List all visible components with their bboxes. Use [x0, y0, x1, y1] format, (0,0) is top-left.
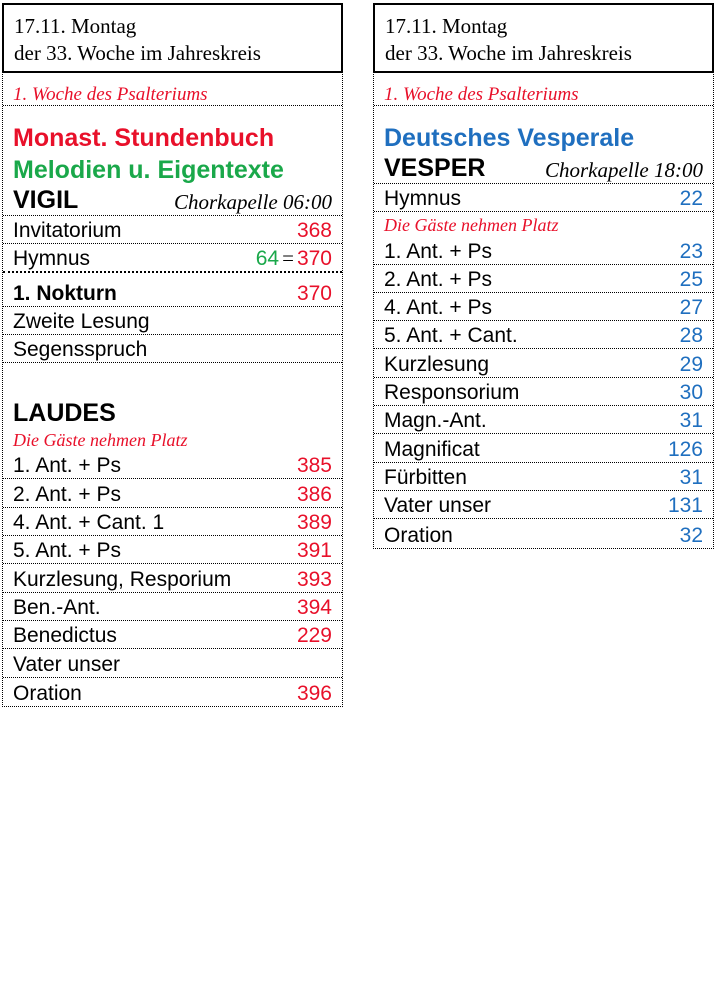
vigil-title: VIGIL [13, 186, 79, 214]
page-number: 131 [667, 494, 703, 518]
alt-page-number: 64 [255, 246, 280, 270]
page-number: 23 [679, 239, 703, 263]
page-number: 385 [296, 454, 332, 478]
list-item [3, 335, 342, 363]
item-label: Ben.-Ant. [13, 595, 101, 619]
item-label: Segensspruch [13, 338, 148, 362]
list-item [3, 508, 342, 536]
page-number: 394 [296, 595, 332, 619]
list-item [374, 236, 713, 264]
page-number: 389 [296, 511, 332, 535]
left-schedule-column [2, 4, 343, 707]
psalter-week: 1. Woche des Psalteriums [374, 73, 713, 106]
book-subtitle: Melodien u. Eigentexte [13, 156, 284, 184]
list-item [374, 406, 713, 434]
list-item [374, 519, 713, 547]
page-number: 229 [296, 624, 332, 648]
item-label: Benedictus [13, 624, 117, 648]
list-item [3, 678, 342, 706]
page-number: 32 [679, 523, 703, 547]
item-label: Vater unser [384, 494, 491, 518]
week-line: der 33. Woche im Jahreskreis [14, 41, 261, 65]
item-label: Vater unser [13, 652, 120, 676]
page-number: 28 [679, 324, 703, 348]
date-header [373, 3, 714, 73]
list-item [3, 307, 342, 335]
list-item [374, 463, 713, 491]
list-item [374, 184, 713, 212]
book-title: Deutsches Vesperale [384, 124, 635, 152]
page-number: 31 [679, 465, 703, 489]
list-item [374, 491, 713, 519]
item-label: Responsorium [384, 381, 520, 405]
item-label: Invitatorium [13, 219, 122, 243]
item-label: Kurzlesung, Resporium [13, 567, 232, 591]
item-label: 1. Nokturn [13, 281, 117, 305]
item-label: 2. Ant. + Ps [384, 267, 492, 291]
guests-note: Die Gäste nehmen Platz [384, 215, 559, 236]
equals-sign: = [282, 245, 294, 270]
date-header [2, 3, 343, 73]
item-label: Hymnus [384, 187, 462, 211]
page-number: 396 [296, 681, 332, 705]
list-item [3, 593, 342, 621]
vesper-header [374, 154, 713, 184]
list-item [374, 349, 713, 377]
item-label: Zweite Lesung [13, 309, 150, 333]
item-label: 1. Ant. + Ps [384, 239, 492, 263]
list-item [3, 536, 342, 564]
psalter-week: 1. Woche des Psalteriums [3, 73, 342, 106]
vigil-header [3, 186, 342, 216]
list-item [3, 621, 342, 649]
book-title: Monast. Stundenbuch [13, 124, 275, 152]
item-label: Kurzlesung [384, 352, 490, 376]
page-number: 126 [667, 437, 703, 461]
item-label: 4. Ant. + Cant. 1 [13, 511, 165, 535]
list-item [3, 451, 342, 479]
page-number: 29 [679, 352, 703, 376]
vesper-time: Chorkapelle 18:00 [544, 158, 703, 182]
item-label: 4. Ant. + Ps [384, 296, 492, 320]
page-number: 393 [296, 567, 332, 591]
page-number: 391 [296, 539, 332, 563]
date-line: 17.11. Montag [14, 14, 137, 38]
right-schedule-column [373, 4, 714, 549]
item-label: 5. Ant. + Cant. [384, 324, 518, 348]
list-item [3, 564, 342, 592]
page-number: 368 [296, 219, 332, 243]
item-label: 1. Ant. + Ps [13, 454, 121, 478]
list-item [374, 293, 713, 321]
list-item [3, 479, 342, 507]
page-number: 31 [679, 409, 703, 433]
list-item [374, 378, 713, 406]
item-label: Magnificat [384, 437, 480, 461]
page-number: 370 [296, 246, 332, 270]
list-item [3, 244, 342, 272]
page-number: 27 [679, 296, 703, 320]
list-item [374, 321, 713, 349]
item-label: 2. Ant. + Ps [13, 482, 121, 506]
item-label: Hymnus [13, 246, 91, 270]
item-label: Oration [13, 681, 82, 705]
item-label: Oration [384, 523, 453, 547]
list-item [3, 649, 342, 677]
guests-note: Die Gäste nehmen Platz [13, 430, 188, 451]
page-number: 30 [679, 381, 703, 405]
page-number: 22 [679, 187, 703, 211]
vigil-time: Chorkapelle 06:00 [173, 190, 332, 214]
list-item [374, 265, 713, 293]
page-number: 386 [296, 482, 332, 506]
list-item [374, 434, 713, 462]
date-line: 17.11. Montag [385, 14, 508, 38]
page-number: 370 [296, 281, 332, 305]
page-number: 25 [679, 267, 703, 291]
item-label: Fürbitten [384, 465, 467, 489]
item-label: 5. Ant. + Ps [13, 539, 121, 563]
laudes-title: LAUDES [13, 399, 116, 428]
list-item [3, 273, 342, 307]
week-line: der 33. Woche im Jahreskreis [385, 41, 632, 65]
vesper-title: VESPER [384, 154, 486, 182]
item-label: Magn.-Ant. [384, 409, 487, 433]
list-item [3, 216, 342, 244]
